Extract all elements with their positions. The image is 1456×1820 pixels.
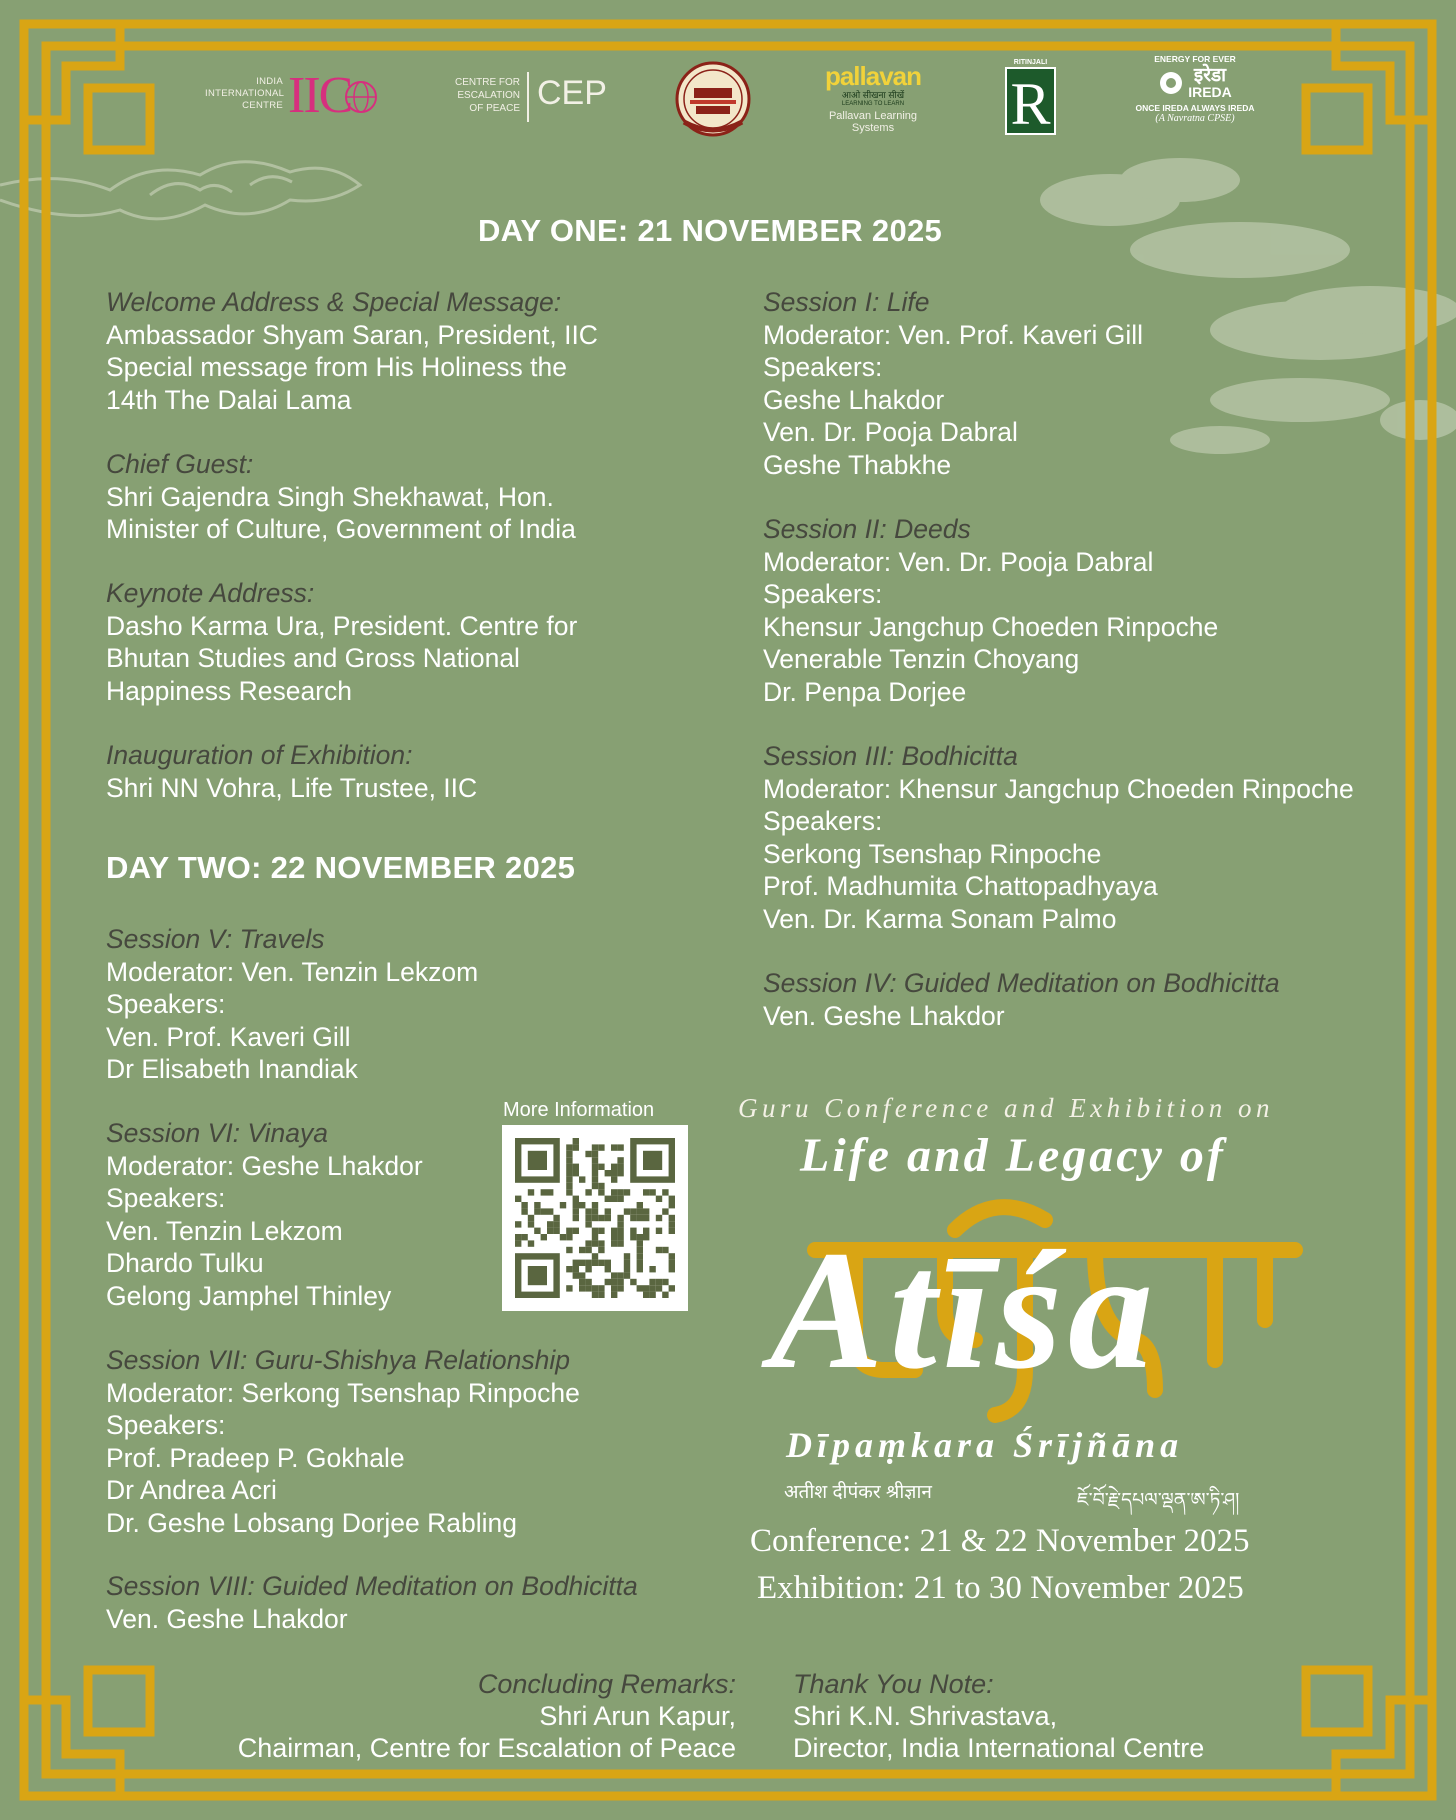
day-one-heading: DAY ONE: 21 NOVEMBER 2025 xyxy=(478,213,943,248)
session-5-block xyxy=(106,923,478,1086)
pallavan-logo-hindi: आओ सीखना सीखें xyxy=(841,90,905,100)
ritinjali-logo xyxy=(1003,56,1058,136)
block-label: Concluding Remarks: xyxy=(477,1669,736,1699)
block-line: Ven. Dr. Pooja Dabral xyxy=(763,417,1018,447)
block-label: Keynote Address: xyxy=(106,578,315,608)
block-line: Ambassador Shyam Saran, President, IIC xyxy=(106,319,598,350)
ritinjali-logo-letter: R xyxy=(1010,71,1051,136)
block-line: Director, India International Centre xyxy=(793,1733,1205,1763)
block-label: Session V: Travels xyxy=(106,924,325,954)
globe-icon xyxy=(341,77,381,117)
session-7-block xyxy=(106,1344,580,1539)
cep-logo-text: CEP xyxy=(537,74,607,112)
event-title-line: Life and Legacy of xyxy=(800,1129,1226,1182)
session-8-block xyxy=(106,1570,638,1635)
block-label: Session VIII: Guided Meditation on Bodhicitta xyxy=(106,1571,638,1601)
block-line: Dr. Penpa Dorjee xyxy=(763,676,967,707)
session-2-block xyxy=(763,513,1218,708)
iic-logo-small-text: INDIA INTERNATIONAL CENTRE xyxy=(205,76,285,111)
block-line: Moderator: Ven. Tenzin Lekzom xyxy=(106,956,479,987)
block-line: Speakers: xyxy=(763,806,883,836)
concluding-remarks-block xyxy=(238,1668,736,1764)
qr-code[interactable] xyxy=(502,1125,688,1311)
block-line: Shri K.N. Shrivastava, xyxy=(793,1701,1058,1731)
block-line: 14th The Dalai Lama xyxy=(106,384,352,415)
block-line: Moderator: Serkong Tsenshap Rinpoche xyxy=(106,1377,580,1408)
iic-logo xyxy=(205,68,375,128)
pallavan-logo-tagline: LEARNING TO LEARN xyxy=(841,101,905,107)
block-line: Geshe Lhakdor xyxy=(763,384,945,415)
block-line: Shri Arun Kapur, xyxy=(539,1701,736,1731)
block-line: Dr Elisabeth Inandiak xyxy=(106,1054,358,1084)
block-line: Ven. Geshe Lhakdor xyxy=(106,1603,348,1634)
block-line: Moderator: Ven. Dr. Pooja Dabral xyxy=(763,546,1154,577)
block-line: Ven. Tenzin Lekzom xyxy=(106,1215,343,1246)
block-line: Special message from His Holiness the xyxy=(106,352,567,382)
block-line: Ven. Geshe Lhakdor xyxy=(763,1000,1005,1031)
thank-you-block xyxy=(793,1668,1204,1764)
ireda-logo-slogan: ONCE IREDA ALWAYS IREDA xyxy=(1135,103,1255,113)
block-line: Moderator: Khensur Jangchup Choeden Rinpoche xyxy=(763,773,1354,804)
block-line: Geshe Thabkhe xyxy=(763,449,952,480)
block-line: Speakers: xyxy=(763,352,883,382)
block-label: Session II: Deeds xyxy=(763,514,971,544)
iic-logo-text: IIC xyxy=(288,67,352,124)
ireda-logo xyxy=(1130,54,1260,138)
day-two-heading: DAY TWO: 22 NOVEMBER 2025 xyxy=(106,850,576,885)
qr-code-icon xyxy=(502,1125,688,1311)
qr-title: More Information xyxy=(503,1099,655,1121)
session-6-block xyxy=(106,1117,423,1312)
session-4-block xyxy=(763,967,1280,1032)
exhibition-dates: Exhibition: 21 to 30 November 2025 xyxy=(757,1570,1244,1606)
block-label: Welcome Address & Special Message: xyxy=(106,287,562,317)
block-line: Dr Andrea Acri xyxy=(106,1475,277,1505)
block-line: Serkong Tsenshap Rinpoche xyxy=(763,838,1102,869)
block-line: Speakers: xyxy=(763,579,883,609)
ritinjali-logo-name: RITINJALI xyxy=(1013,59,1048,66)
cep-logo-divider xyxy=(527,72,529,122)
tibetan-name: ཇོ་བོ་རྗེ་དཔལ་ལྡན་ཨ་ཏི་ཤ། xyxy=(1077,1490,1240,1511)
keynote-block xyxy=(106,577,577,707)
block-label: Session VII: Guru-Shishya Relationship xyxy=(106,1345,570,1375)
block-line: Prof. Madhumita Chattopadhyaya xyxy=(763,871,1158,901)
block-line: Shri Gajendra Singh Shekhawat, Hon. xyxy=(106,481,554,512)
block-line: Speakers: xyxy=(106,1410,226,1440)
pallavan-logo xyxy=(808,61,938,134)
ireda-logo-note: (A Navratna CPSE) xyxy=(1155,113,1235,124)
block-line: Moderator: Geshe Lhakdor xyxy=(106,1150,423,1181)
cep-logo xyxy=(445,70,607,126)
atisa-title: Atīśa xyxy=(770,1216,1160,1404)
block-line: Prof. Pradeep P. Gokhale xyxy=(106,1442,405,1473)
conference-dates: Conference: 21 & 22 November 2025 xyxy=(750,1523,1250,1559)
institution-emblem-icon xyxy=(672,58,754,140)
ireda-logo-hindi: इरेडा xyxy=(1193,65,1227,86)
ireda-logo-tagline: ENERGY FOR EVER xyxy=(1154,54,1236,64)
block-line: Shri NN Vohra, Life Trustee, IIC xyxy=(106,772,478,803)
block-line: Dhardo Tulku xyxy=(106,1248,264,1278)
cep-logo-small-text: CENTRE FOR ESCALATION OF PEACE xyxy=(455,77,520,114)
pallavan-logo-name: pallavan xyxy=(824,61,922,91)
block-label: Session VI: Vinaya xyxy=(106,1118,328,1148)
block-line: Minister of Culture, Government of India xyxy=(106,514,576,544)
event-subtitle: Guru Conference and Exhibition on xyxy=(738,1093,1274,1123)
block-line: Khensur Jangchup Choeden Rinpoche xyxy=(763,611,1219,642)
hindi-name: अतीश दीपंकर श्रीज्ञान xyxy=(784,1482,932,1503)
block-line: Gelong Jamphel Thinley xyxy=(106,1280,392,1311)
session-1-block xyxy=(763,286,1143,481)
block-line: Speakers: xyxy=(106,1183,226,1213)
block-line: Happiness Research xyxy=(106,675,352,706)
welcome-block xyxy=(106,286,598,416)
block-line: Venerable Tenzin Choyang xyxy=(763,644,1080,674)
block-label: Thank You Note: xyxy=(793,1669,994,1699)
block-label: Inauguration of Exhibition: xyxy=(106,740,413,770)
block-line: Chairman, Centre for Escalation of Peace xyxy=(237,1733,736,1763)
block-line: Moderator: Ven. Prof. Kaveri Gill xyxy=(763,319,1143,350)
block-label: Session IV: Guided Meditation on Bodhicitta xyxy=(763,968,1280,998)
chief-guest-block xyxy=(106,448,576,546)
block-line: Ven. Prof. Kaveri Gill xyxy=(106,1021,351,1052)
dipamkara-subtitle: Dīpaṃkara Śrījñāna xyxy=(786,1425,1184,1465)
block-line: Dr. Geshe Lobsang Dorjee Rabling xyxy=(106,1507,517,1538)
block-label: Chief Guest: xyxy=(106,449,254,479)
pallavan-logo-subtitle: Pallavan Learning Systems xyxy=(828,110,918,134)
block-line: Ven. Dr. Karma Sonam Palmo xyxy=(763,903,1117,934)
block-label: Session I: Life xyxy=(763,287,930,317)
block-line: Speakers: xyxy=(106,989,226,1019)
cloud-motif-left xyxy=(0,162,360,219)
sun-emblem-icon xyxy=(1158,70,1184,96)
block-line: Dasho Karma Ura, President. Centre for xyxy=(106,610,578,641)
session-3-block xyxy=(763,740,1354,935)
block-line: Bhutan Studies and Gross National xyxy=(106,643,520,673)
ireda-logo-text: IREDA xyxy=(1188,84,1232,100)
block-label: Session III: Bodhicitta xyxy=(763,741,1018,771)
inauguration-block xyxy=(106,739,477,804)
